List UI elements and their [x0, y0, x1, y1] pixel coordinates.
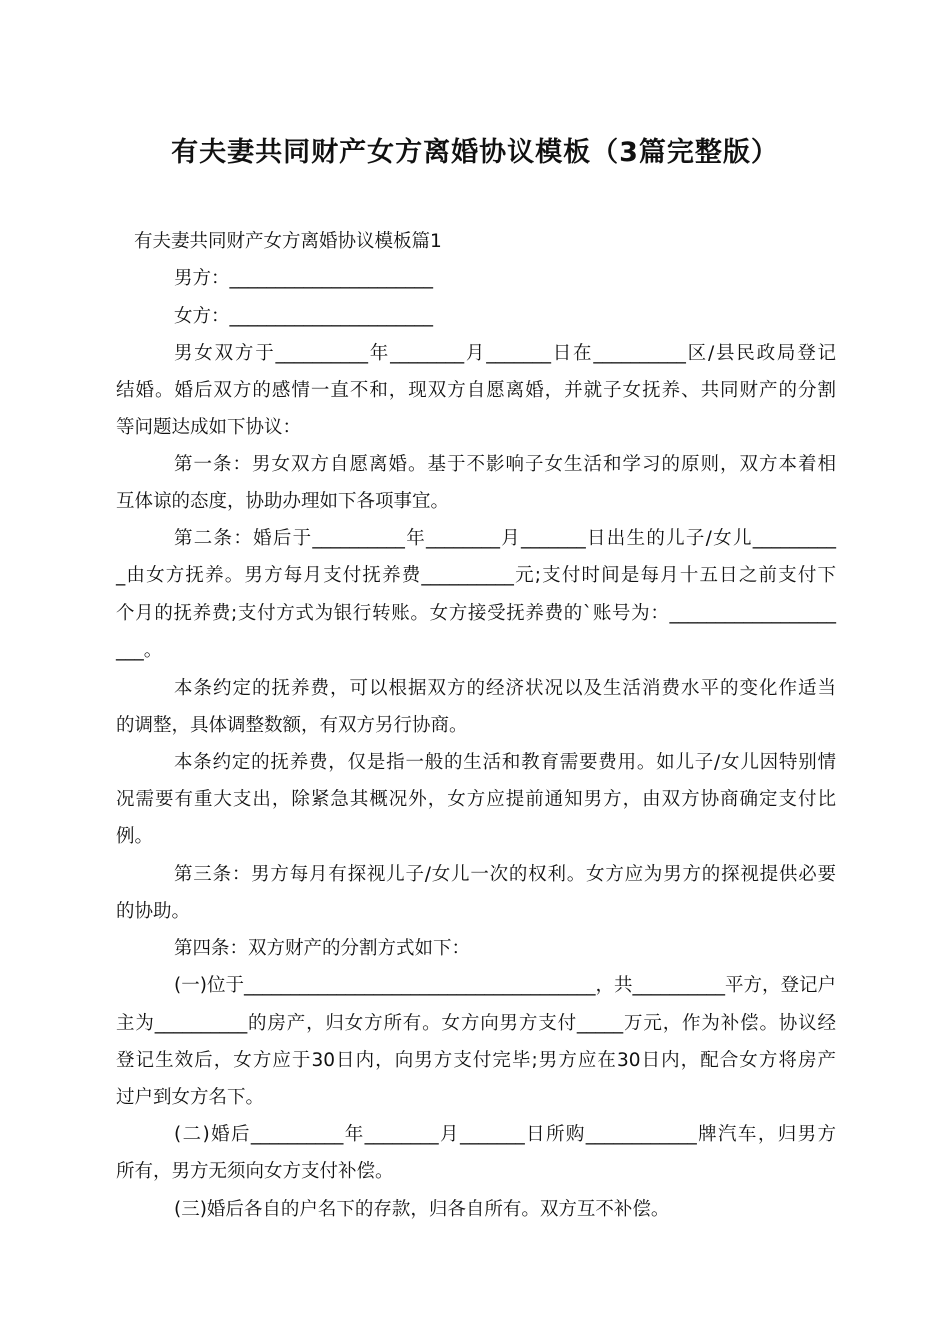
clause-2-note-line: 的调整，具体调整数额，有双方另行协商。 [116, 715, 468, 736]
clause-2-line: 个月的抚养费;支付方式为银行转账。女方接受抚养费的`账号为：__________________ [116, 603, 836, 624]
clause-4-item-1-line: 过户到女方名下。 [116, 1087, 265, 1108]
paragraph-line: 结婚。婚后双方的感情一直不和，现双方自愿离婚，并就子女抚养、共同财产的分割 [116, 380, 836, 401]
clause-3-line: 的协助。 [116, 901, 191, 922]
clause-4-item-1-line: 主为__________的房产，归女方所有。女方向男方支付_____万元，作为补偿。协议经 [116, 1013, 836, 1034]
paragraph-line: 男女双方于__________年________月_______日在__________区/县民政局登记 [174, 343, 836, 364]
clause-3-line: 第三条：男方每月有探视儿子/女儿一次的权利。女方应为男方的探视提供必要 [174, 864, 836, 885]
clause-4-item-3-line: (三)婚后各自的户名下的存款，归各自所有。双方互不补偿。 [174, 1199, 670, 1220]
clause-1-line: 第一条：男女双方自愿离婚。基于不影响子女生活和学习的原则，双方本着相 [174, 454, 836, 475]
party-male-line: 男方：______________________ [174, 268, 434, 289]
clause-2-note-line: 况需要有重大支出，除紧急其概况外，女方应提前通知男方，由双方协商确定支付比 [116, 789, 836, 810]
paragraph-line: 等问题达成如下协议： [116, 417, 302, 438]
section-heading: 有夫妻共同财产女方离婚协议模板篇1 [134, 231, 442, 252]
clause-4-line: 第四条：双方财产的分割方式如下： [174, 938, 471, 959]
clause-2-line: _由女方抚养。男方每月支付抚养费__________元;支付时间是每月十五日之前支付下 [116, 565, 836, 586]
clause-4-item-1-line: (一)位于______________________________________，共__________平方，登记户 [174, 975, 836, 996]
clause-4-item-2-line: 所有，男方无须向女方支付补偿。 [116, 1161, 394, 1182]
party-female-line: 女方：______________________ [174, 306, 434, 327]
clause-2-note-line: 本条约定的抚养费，仅是指一般的生活和教育需要费用。如儿子/女儿因特别情 [174, 752, 836, 773]
clause-2-line: 第二条：婚后于__________年________月_______日出生的儿子/女儿_________ [174, 528, 836, 549]
clause-4-item-2-line: (二)婚后__________年________月_______日所购____________牌汽车，归男方 [174, 1124, 836, 1145]
document-title: 有夫妻共同财产女方离婚协议模板（3篇完整版） [171, 137, 779, 168]
clause-2-note-line: 例。 [116, 826, 154, 847]
clause-1-line: 互体谅的态度，协助办理如下各项事宜。 [116, 491, 450, 512]
clause-2-note-line: 本条约定的抚养费，可以根据双方的经济状况以及生活消费水平的变化作适当 [174, 678, 836, 699]
clause-4-item-1-line: 登记生效后，女方应于30日内，向男方支付完毕;男方应在30日内，配合女方将房产 [116, 1050, 836, 1071]
clause-2-line: ___。 [116, 640, 163, 661]
